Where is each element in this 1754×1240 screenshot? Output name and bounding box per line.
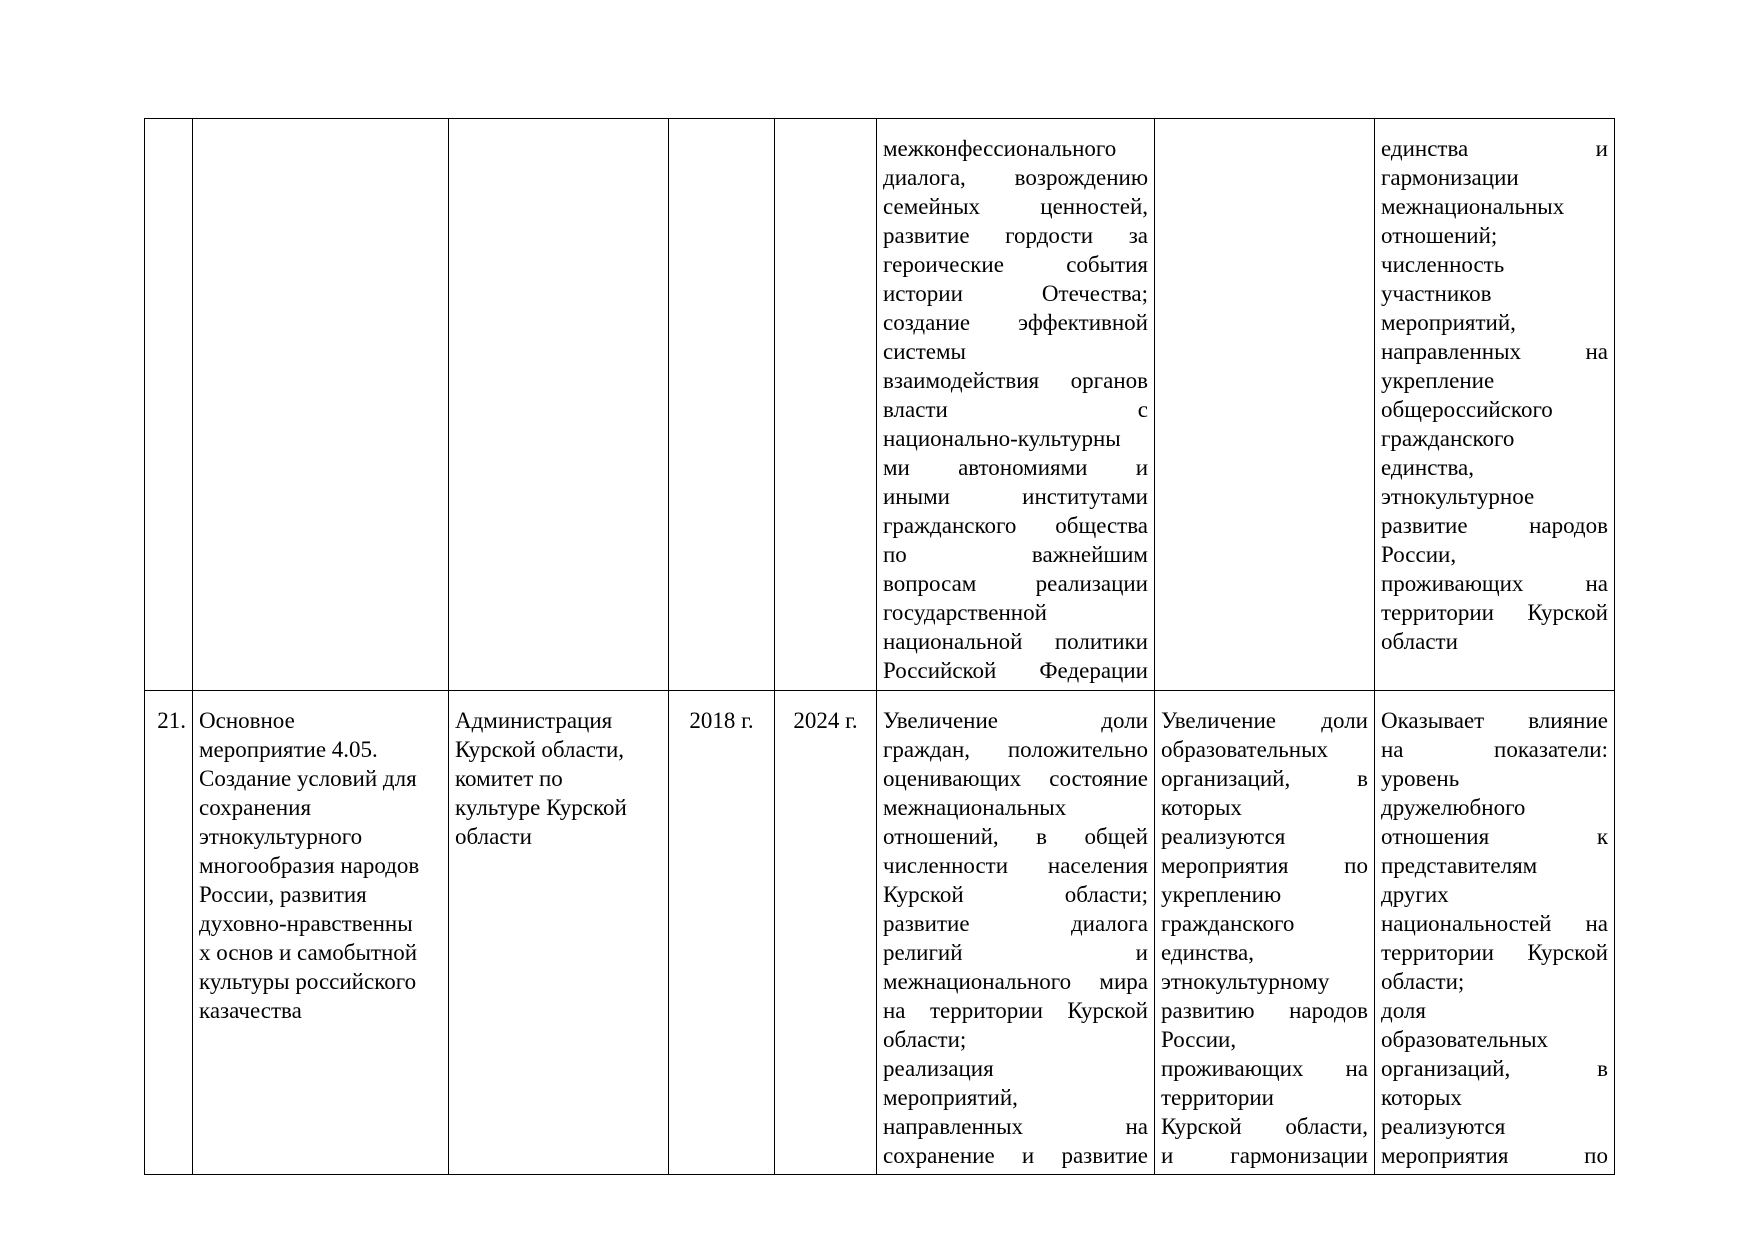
text-line: этнокультурное [1381, 484, 1535, 509]
text-line: диалога, возрождению [883, 165, 1148, 190]
text-line: истории Отечества; [883, 281, 1148, 306]
text-line: межнациональных [1381, 194, 1565, 219]
cell-end-year [775, 119, 877, 691]
text-line: области [455, 824, 532, 849]
cell-objectives [877, 119, 1155, 691]
cell-start-year [669, 119, 775, 691]
table-row [145, 119, 1615, 691]
text-line: реализуются [1381, 1114, 1506, 1139]
text-line: Увеличение доли [1161, 708, 1368, 733]
row-number: 21. [145, 691, 193, 1175]
text-line: Основное [199, 708, 295, 733]
text-line: области; [883, 1027, 967, 1052]
text-line: укреплению [1161, 882, 1282, 907]
text-line: которых [1381, 1085, 1462, 1110]
text-line: развитие народов [1381, 513, 1608, 538]
text-line: сохранение и развитие [883, 1143, 1148, 1168]
cell-event-name [193, 119, 449, 691]
text-line: отношений; [1381, 223, 1498, 248]
text-line: иными институтами [883, 484, 1148, 509]
text-line: России, развития [199, 882, 367, 907]
text-line: национальной политики [883, 629, 1148, 654]
text-line: мероприятия по [1161, 853, 1368, 878]
cell-objectives [877, 691, 1155, 1175]
text-line: семейных ценностей, [883, 194, 1148, 219]
text-line: мероприятия по [1381, 1143, 1608, 1168]
cell-consequences [1155, 119, 1375, 691]
cell-indicators [1375, 119, 1615, 691]
text-line: уровень [1381, 766, 1460, 791]
text-line: области [1381, 629, 1458, 654]
text-line: Увеличение доли [883, 708, 1148, 733]
text-line: национально-культурны [883, 426, 1121, 451]
text-line: организаций, в [1161, 766, 1368, 791]
cell-indicators [1375, 691, 1615, 1175]
text-line: численности населения [883, 853, 1148, 878]
text-line: дружелюбного [1381, 795, 1526, 820]
text-line: национальностей на [1381, 911, 1608, 936]
cell-number [145, 119, 193, 691]
text-line: взаимодействия органов [883, 368, 1148, 393]
text-line: других [1381, 882, 1449, 907]
text-line: культуре Курской [455, 795, 627, 820]
text-line: которых [1161, 795, 1242, 820]
cell-end-year: 2024 г. [775, 691, 877, 1175]
text-line: области; [1381, 969, 1465, 994]
text-line: образовательных [1381, 1027, 1549, 1052]
text-line: системы [883, 339, 966, 364]
text-line: мероприятий, [1381, 310, 1516, 335]
text-line: Курской области; [883, 882, 1148, 907]
cell-executor [449, 119, 669, 691]
text-line: казачества [199, 998, 302, 1023]
cell-start-year: 2018 г. [669, 691, 775, 1175]
text-line: х основ и самобытной [199, 940, 418, 965]
text-line: территории Курской [1381, 600, 1608, 625]
text-line: мероприятий, [883, 1085, 1018, 1110]
text-line: единства, [1381, 455, 1474, 480]
text-line: гражданского [1381, 426, 1515, 451]
text-line: территории Курской [1381, 940, 1608, 965]
text-line: доля [1381, 998, 1426, 1023]
text-line: религий и [883, 940, 1148, 965]
text-line: направленных на [1381, 339, 1608, 364]
text-line: общероссийского [1381, 397, 1553, 422]
text-line: культуры российского [199, 969, 417, 994]
text-line: отношения к [1381, 824, 1608, 849]
text-line: развитие диалога [883, 911, 1148, 936]
text-line: Курской области, [455, 737, 625, 762]
text-line: создание эффективной [883, 310, 1148, 335]
text-line: образовательных [1161, 737, 1329, 762]
text-line: героические события [883, 252, 1148, 277]
text-line: этнокультурному [1161, 969, 1330, 994]
text-line: межконфессионального [883, 136, 1117, 161]
text-line: сохранения [199, 795, 312, 820]
text-line: гармонизации [1381, 165, 1519, 190]
text-line: комитет по [455, 766, 563, 791]
program-table [144, 118, 1615, 1175]
text-line: межнациональных [883, 795, 1067, 820]
table-row [145, 691, 1615, 1175]
text-line: мероприятие 4.05. [199, 737, 378, 762]
cell-executor [449, 691, 669, 1175]
text-line: единства, [1161, 940, 1254, 965]
text-line: по важнейшим [883, 542, 1148, 567]
text-line: организаций, в [1381, 1056, 1608, 1081]
text-line: численность [1381, 252, 1505, 277]
text-line: ми автономиями и [883, 455, 1148, 480]
text-line: развитие гордости за [883, 223, 1148, 248]
text-line: реализация [883, 1056, 994, 1081]
text-line: представителям [1381, 853, 1538, 878]
cell-event-name [193, 691, 449, 1175]
text-line: гражданского общества [883, 513, 1148, 538]
text-line: гражданского [1161, 911, 1295, 936]
text-line: единства и [1381, 136, 1608, 161]
text-line: Администрация [455, 708, 613, 733]
text-line: государственной [883, 600, 1047, 625]
text-line: оценивающих состояние [883, 766, 1148, 791]
text-line: участников [1381, 281, 1492, 306]
text-line: России, [1381, 542, 1457, 567]
text-line: граждан, положительно [883, 737, 1148, 762]
text-line: направленных на [883, 1114, 1148, 1139]
text-line: отношений, в общей [883, 824, 1148, 849]
text-line: проживающих на [1161, 1056, 1368, 1081]
text-line: реализуются [1161, 824, 1286, 849]
text-line: Создание условий для [199, 766, 417, 791]
text-line: Курской области, [1161, 1114, 1368, 1139]
cell-consequences [1155, 691, 1375, 1175]
text-line: на территории Курской [883, 998, 1148, 1023]
text-line: развитию народов [1161, 998, 1368, 1023]
text-line: межнационального мира [883, 969, 1148, 994]
text-line: вопросам реализации [883, 571, 1148, 596]
text-line: России, [1161, 1027, 1237, 1052]
text-line: на показатели: [1381, 737, 1608, 762]
text-line: и гармонизации [1161, 1143, 1368, 1168]
text-line: проживающих на [1381, 571, 1608, 596]
text-line: этнокультурного [199, 824, 363, 849]
text-line: власти с [883, 397, 1148, 422]
text-line: укрепление [1381, 368, 1495, 393]
text-line: духовно-нравственны [199, 911, 413, 936]
text-line: многообразия народов [199, 853, 420, 878]
text-line: Российской Федерации [883, 658, 1148, 683]
text-line: Оказывает влияние [1381, 708, 1608, 733]
text-line: территории [1161, 1085, 1274, 1110]
